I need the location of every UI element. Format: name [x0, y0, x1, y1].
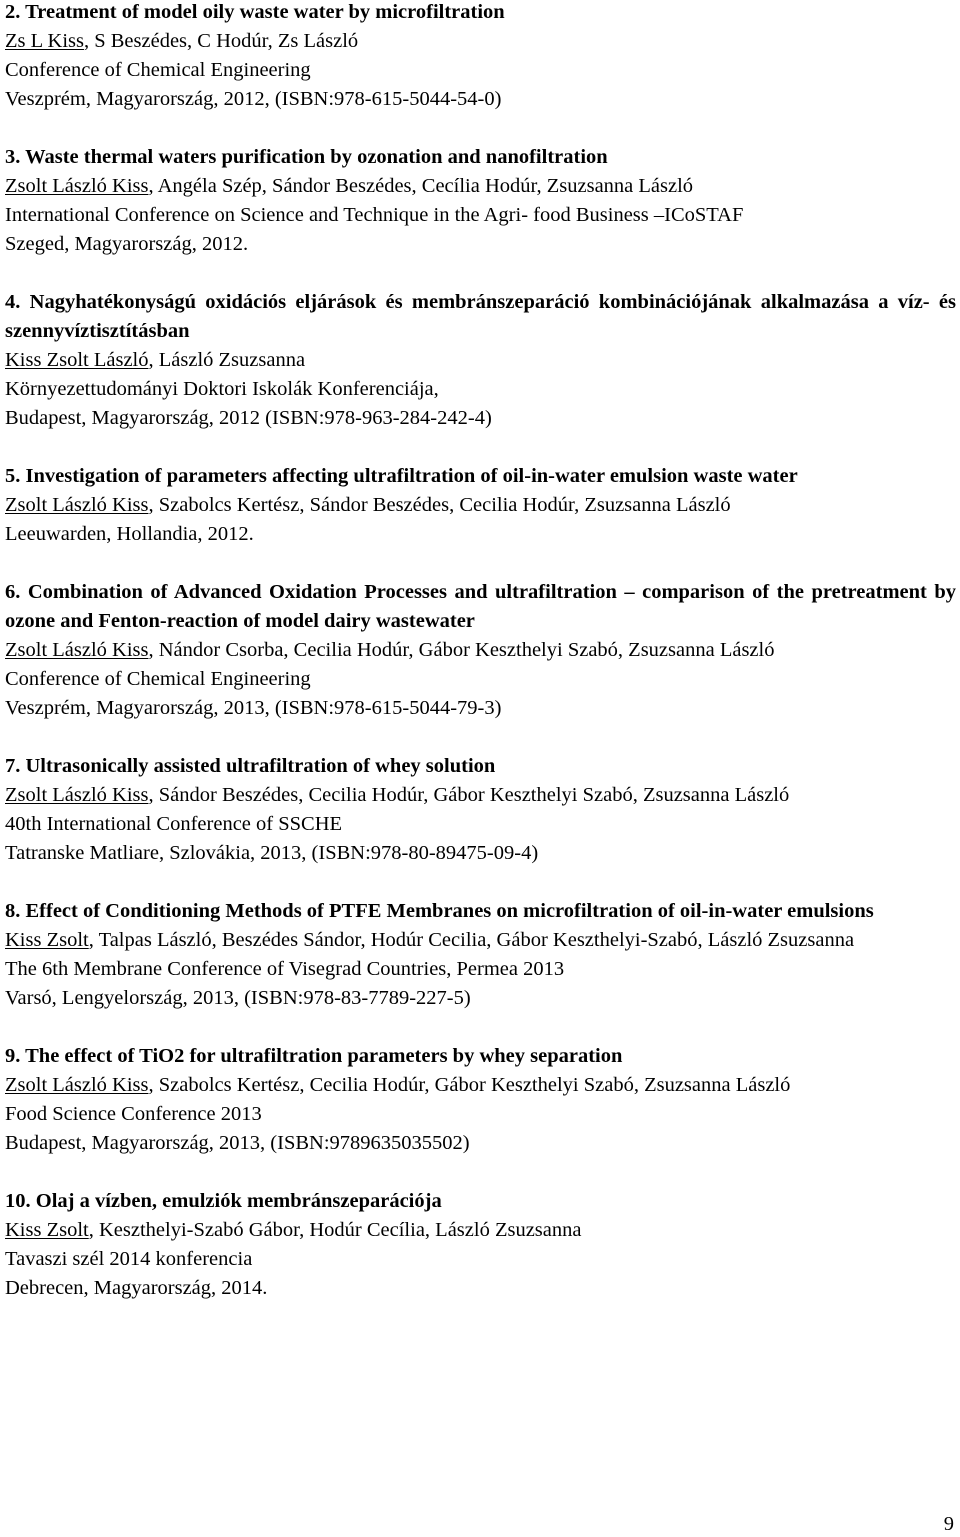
publication-entry [5, 752, 956, 868]
publication-title: 9. The effect of TiO2 for ultrafiltration parameters by whey separation [5, 1045, 623, 1067]
publication-location: Budapest, Magyarország, 2012 (ISBN:978-963-284-242-4) [5, 407, 492, 429]
underlined-author: Kiss Zsolt László [5, 349, 149, 371]
publication-venue: Környezettudományi Doktori Iskolák Konferenciája, [5, 378, 439, 400]
underlined-author: Zsolt László Kiss [5, 1074, 149, 1096]
underlined-author: Kiss Zsolt [5, 1219, 89, 1241]
publication-entry [5, 143, 956, 259]
publication-venue: 40th International Conference of SSCHE [5, 813, 343, 835]
publication-location: Tatranske Matliare, Szlovákia, 2013, (ISBN:978-80-89475-09-4) [5, 842, 539, 864]
publication-authors [5, 172, 956, 201]
publication-authors [5, 1071, 956, 1100]
publication-list [5, 0, 956, 1332]
publication-authors [5, 491, 956, 520]
publication-location: Leeuwarden, Hollandia, 2012. [5, 523, 254, 545]
underlined-author: Zsolt László Kiss [5, 175, 149, 197]
publication-title: 10. Olaj a vízben, emulziók membránszeparációja [5, 1190, 442, 1212]
co-authors: , Szabolcs Kertész, Cecilia Hodúr, Gábor Keszthelyi Szabó, Zsuzsanna László [148, 1074, 791, 1096]
publication-title: 7. Ultrasonically assisted ultrafiltration of whey solution [5, 755, 496, 777]
publication-venue: Conference of Chemical Engineering [5, 668, 311, 690]
co-authors: , Angéla Szép, Sándor Beszédes, Cecília Hodúr, Zsuzsanna László [148, 175, 694, 197]
publication-title: 4. Nagyhatékonyságú oxidációs eljárások és membránszeparáció kombinációjának alkalmazása a víz- és szennyvíztisztításban [5, 291, 956, 342]
publication-title: 8. Effect of Conditioning Methods of PTFE Membranes on microfiltration of oil-in-water emulsions [5, 900, 874, 922]
publication-location: Veszprém, Magyarország, 2012, (ISBN:978-615-5044-54-0) [5, 88, 502, 110]
co-authors: , Sándor Beszédes, Cecilia Hodúr, Gábor Keszthelyi Szabó, Zsuzsanna László [148, 784, 790, 806]
co-authors: , Talpas László, Beszédes Sándor, Hodúr Cecilia, Gábor Keszthelyi-Szabó, László Zsuzsanna [88, 929, 855, 951]
publication-location: Budapest, Magyarország, 2013, (ISBN:9789635035502) [5, 1132, 470, 1154]
underlined-author: Zsolt László Kiss [5, 639, 149, 661]
publication-location: Varsó, Lengyelország, 2013, (ISBN:978-83-7789-227-5) [5, 987, 471, 1009]
publication-title: 5. Investigation of parameters affecting ultrafiltration of oil-in-water emulsion waste water [5, 465, 798, 487]
publication-authors [5, 346, 956, 375]
publication-entry [5, 1042, 956, 1158]
underlined-author: Zs L Kiss [5, 30, 84, 52]
publication-location: Debrecen, Magyarország, 2014. [5, 1277, 268, 1299]
publication-authors [5, 636, 956, 665]
page-number: 9 [943, 1513, 954, 1535]
publication-entry [5, 462, 956, 549]
publication-entry [5, 1187, 956, 1303]
publication-entry [5, 0, 956, 114]
publication-venue: Food Science Conference 2013 [5, 1103, 262, 1125]
underlined-author: Kiss Zsolt [5, 929, 89, 951]
publication-location: Veszprém, Magyarország, 2013, (ISBN:978-615-5044-79-3) [5, 697, 502, 719]
publication-authors [5, 1216, 956, 1245]
publication-entry [5, 288, 956, 433]
co-authors: , Szabolcs Kertész, Sándor Beszédes, Cecilia Hodúr, Zsuzsanna László [148, 494, 731, 516]
publication-entry [5, 578, 956, 723]
publication-title: 6. Combination of Advanced Oxidation Processes and ultrafiltration – comparison of the pretreatment by ozone and Fenton-reaction of model dairy wastewater [5, 581, 956, 632]
underlined-author: Zsolt László Kiss [5, 784, 149, 806]
publication-authors [5, 781, 956, 810]
publication-title: 3. Waste thermal waters purification by ozonation and nanofiltration [5, 146, 608, 168]
publication-authors [5, 926, 956, 955]
underlined-author: Zsolt László Kiss [5, 494, 149, 516]
publication-venue: Conference of Chemical Engineering [5, 59, 311, 81]
publication-venue: International Conference on Science and Technique in the Agri- food Business –ICoSTAF [5, 204, 744, 226]
publication-title: 2. Treatment of model oily waste water by microfiltration [5, 1, 505, 23]
co-authors: , S Beszédes, C Hodúr, Zs László [83, 30, 359, 52]
publication-entry [5, 897, 956, 1013]
publication-authors [5, 27, 956, 56]
publication-location: Szeged, Magyarország, 2012. [5, 233, 249, 255]
co-authors: , László Zsuzsanna [148, 349, 306, 371]
publication-venue: The 6th Membrane Conference of Visegrad Countries, Permea 2013 [5, 958, 565, 980]
co-authors: , Nándor Csorba, Cecilia Hodúr, Gábor Keszthelyi Szabó, Zsuzsanna László [148, 639, 775, 661]
co-authors: , Keszthelyi-Szabó Gábor, Hodúr Cecília, László Zsuzsanna [88, 1219, 582, 1241]
publication-venue: Tavaszi szél 2014 konferencia [5, 1248, 253, 1270]
